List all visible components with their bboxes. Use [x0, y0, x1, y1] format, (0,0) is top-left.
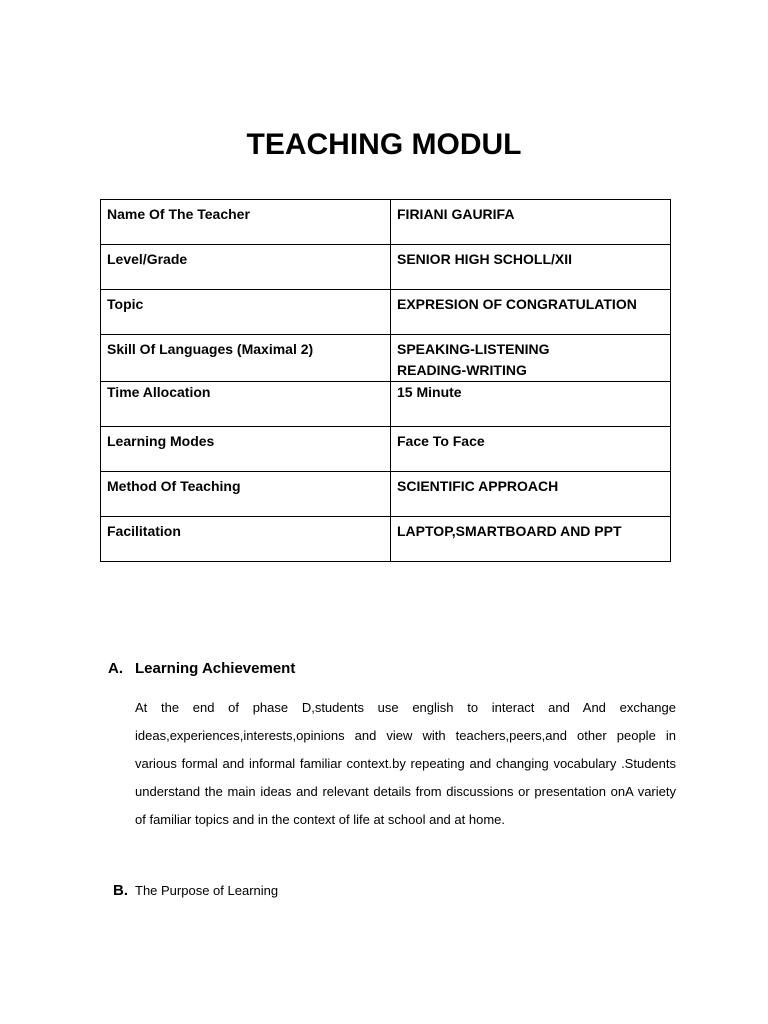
table-row [101, 382, 671, 427]
row-value-method: SCIENTIFIC APPROACH [391, 472, 671, 517]
row-value-level: SENIOR HIGH SCHOLL/XII [391, 245, 671, 290]
table-row [101, 245, 671, 290]
table-row [101, 427, 671, 472]
row-value-facilitation: LAPTOP,SMARTBOARD AND PPT [391, 517, 671, 562]
row-value-teacher: FIRIANI GAURIFA [391, 200, 671, 245]
table-row [101, 472, 671, 517]
section-letter: B. [113, 882, 128, 899]
section-b-heading [113, 882, 278, 899]
section-title: Learning Achievement [135, 660, 296, 677]
row-value-skills [391, 335, 671, 382]
section-letter: A. [108, 660, 123, 677]
row-value-time: 15 Minute [391, 382, 671, 427]
row-label-time: Time Allocation [101, 382, 391, 427]
table-row [101, 517, 671, 562]
teaching-info-table [100, 199, 671, 562]
learning-achievement-paragraph: At the end of phase D,students use english to interact and And exchange ideas,experiences,interests,opinions and view with teachers,peers,and other people in various formal and informal familiar context.by repeating and changing vocabulary .Students understand the main ideas and relevant details from discussions or presentation onA variety of familiar topics and in the context of life at school and at home. [135, 700, 676, 827]
skill-line-1: SPEAKING-LISTENING [397, 341, 550, 357]
row-label-teacher: Name Of The Teacher [101, 200, 391, 245]
row-label-level: Level/Grade [101, 245, 391, 290]
row-value-topic: EXPRESION OF CONGRATULATION [391, 290, 671, 335]
section-title: The Purpose of Learning [135, 883, 279, 898]
table-row [101, 335, 671, 382]
skill-line-2: READING-WRITING [397, 362, 527, 378]
row-label-skills: Skill Of Languages (Maximal 2) [101, 335, 391, 382]
row-label-topic: Topic [101, 290, 391, 335]
row-label-method: Method Of Teaching [101, 472, 391, 517]
row-label-facilitation: Facilitation [101, 517, 391, 562]
table-row [101, 200, 671, 245]
row-label-modes: Learning Modes [101, 427, 391, 472]
row-value-modes: Face To Face [391, 427, 671, 472]
section-a-heading [108, 660, 295, 677]
table-row [101, 290, 671, 335]
document-title: TEACHING MODUL [246, 128, 522, 161]
